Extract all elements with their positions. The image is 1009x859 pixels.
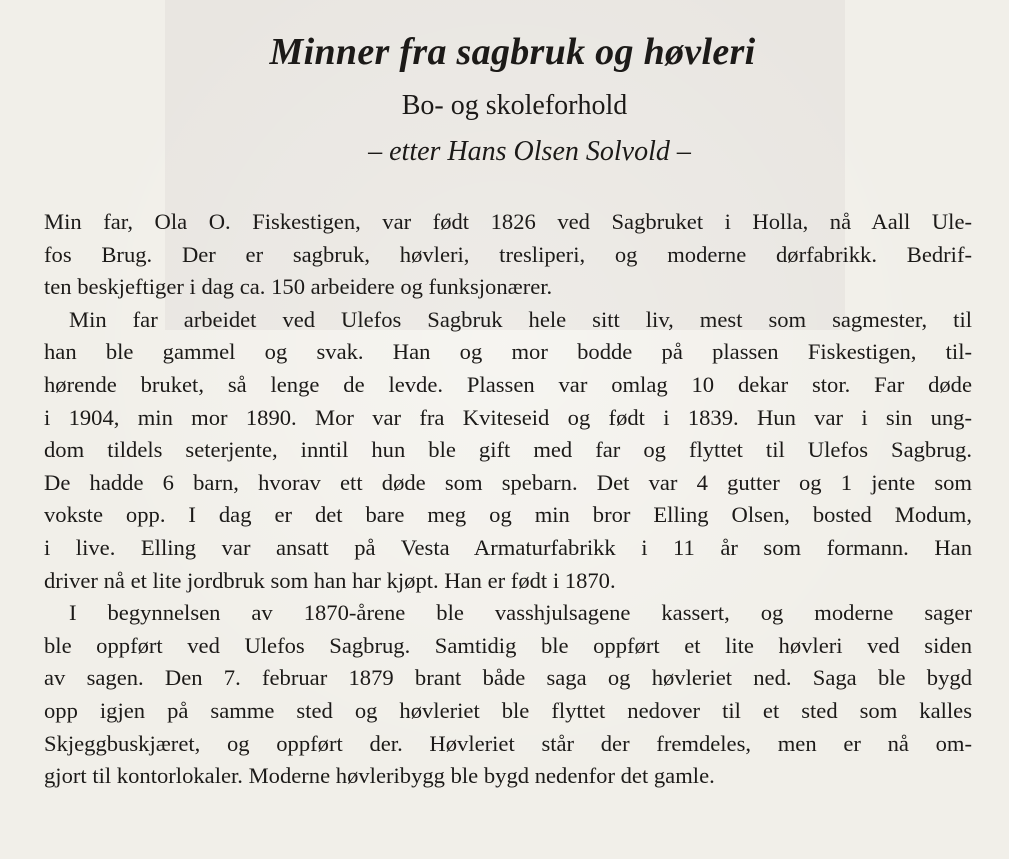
paragraph-3 <box>44 597 972 793</box>
text-line: dom tildels seterjente, inntil hun ble gift med far og flyttet til Ulefos Sagbrug. <box>44 437 972 463</box>
text-line: han ble gammel og svak. Han og mor bodde på plassen Fiskestigen, til- <box>44 339 972 365</box>
text-line: ble oppført ved Ulefos Sagbrug. Samtidig ble oppført et lite høvleri ved siden <box>44 632 972 658</box>
text-line: ten beskjeftiger i dag ca. 150 arbeidere og funksjonærer. <box>44 274 553 300</box>
text-line: gjort til kontorlokaler. Moderne høvleribygg ble bygd nedenfor det gamle. <box>44 763 715 789</box>
text-line: hørende bruket, så lenge de levde. Plassen var omlag 10 dekar stor. Far døde <box>44 371 972 397</box>
article-body <box>44 206 972 793</box>
paragraph-1 <box>44 206 972 304</box>
article-byline: – etter Hans Olsen Solvold – <box>368 136 691 167</box>
article-title: Minner fra sagbruk og høvleri <box>269 31 756 73</box>
text-line: opp igjen på samme sted og høvleriet ble flyttet nedover til et sted som kalles <box>44 697 972 723</box>
text-line: fos Brug. Der er sagbruk, høvleri, tresliperi, og moderne dørfabrikk. Bedrif- <box>44 241 972 267</box>
text-line: driver nå et lite jordbruk som han har kjøpt. Han er født i 1870. <box>44 567 616 593</box>
text-line: Min far arbeidet ved Ulefos Sagbruk hele sitt liv, mest som sagmester, til <box>69 306 972 332</box>
text-line: De hadde 6 barn, hvorav ett døde som spebarn. Det var 4 gutter og 1 jente som <box>44 469 972 495</box>
article-header <box>0 26 1009 172</box>
text-line: Skjeggbuskjæret, og oppført der. Høvleriet står der fremdeles, men er nå om- <box>44 730 972 756</box>
text-line: vokste opp. I dag er det bare meg og min bror Elling Olsen, bosted Modum, <box>44 502 972 528</box>
text-line: I begynnelsen av 1870-årene ble vasshjulsagene kassert, og moderne sager <box>69 600 972 626</box>
text-line: i live. Elling var ansatt på Vesta Armaturfabrikk i 11 år som formann. Han <box>44 534 972 560</box>
text-line: i 1904, min mor 1890. Mor var fra Kviteseid og født i 1839. Hun var i sin ung- <box>44 404 972 430</box>
article-subtitle: Bo- og skoleforhold <box>401 90 628 121</box>
text-line: av sagen. Den 7. februar 1879 brant både saga og høvleriet ned. Saga ble bygd <box>44 665 972 691</box>
paragraph-2 <box>44 304 972 597</box>
text-line: Min far, Ola O. Fiskestigen, var født 1826 ved Sagbruket i Holla, nå Aall Ule- <box>44 209 972 234</box>
